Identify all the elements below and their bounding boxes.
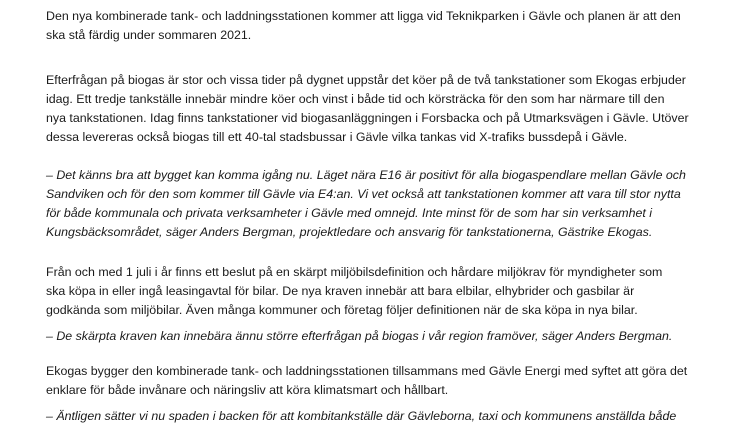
text-line: Sandviken och för den som kommer till Gävle via E4:an. Vi vet också att tankstationen kommer att vara till stor nytta (46, 187, 681, 201)
text-line: enklare för både invånare och näringsliv att köra klimatsmart och hållbart. (46, 383, 449, 397)
text-line: Ekogas bygger den kombinerade tank- och laddningsstationen tillsammans med Gävle Energi med syftet att göra det (46, 364, 688, 378)
text-line: – De skärpta kraven kan innebära ännu större efterfrågan på biogas i vår region framöver, säger Anders Bergman. (46, 329, 673, 343)
text-line: ska köpa in eller ingå leasingavtal för bilar. De nya kraven innebär att bara elbilar, elhybrider och gasbilar är (46, 284, 635, 298)
paragraph-intro (46, 7, 726, 45)
text-line: nya tankstationen. Idag finns tankstationer vid biogasanläggningen i Forsbacka och på Utmarksvägen i Gävle. Utöver (46, 111, 689, 125)
paragraph-regulation (46, 263, 726, 320)
text-line: idag. Ett tredje tankställe innebär mindre köer och vinst i både tid och körsträcka för den som har närmare till den (46, 92, 665, 106)
text-line: dessa levereras också biogas till ett 40-tal stadsbussar i Gävle vilka tankas vid X-trafiks bussdepå i Gävle. (46, 130, 628, 144)
text-line: Den nya kombinerade tank- och laddningsstationen kommer att ligga vid Teknikparken i Gävle och planen är att den (46, 9, 681, 23)
text-line: för både kommunala och privata verksamheter i Gävle med omnejd. Inte minst för de som har sin verksamhet i (46, 206, 653, 220)
paragraph-partnership (46, 362, 726, 400)
quote-paragraph-bergman (46, 166, 726, 242)
quote-paragraph-cut-off (46, 407, 726, 426)
text-line: ska stå färdig under sommaren 2021. (46, 28, 252, 42)
text-line: godkända som miljöbilar. Även många kommuner och företag följer definitionen när de ska köpa in nya bilar. (46, 303, 638, 317)
text-line: Från och med 1 juli i år finns ett beslut på en skärpt miljöbilsdefinition och hårdare miljökrav för myndigheter som (46, 265, 663, 279)
paragraph-demand (46, 71, 726, 147)
quote-paragraph-demand (46, 327, 726, 346)
text-line: – Äntligen sätter vi nu spaden i backen för att kombitankställe där Gävleborna, taxi och kommunens anställda både (46, 409, 677, 423)
text-line: Efterfrågan på biogas är stor och vissa tider på dygnet uppstår det köer på de två tankstationer som Ekogas erbjuder (46, 73, 686, 87)
text-line: – Det känns bra att bygget kan komma igång nu. Läget nära E16 är positivt för alla biogaspendlare mellan Gävle och (46, 168, 686, 182)
text-line: Kungsbäcksområdet, säger Anders Bergman, projektledare och ansvarig för tankstationerna, Gästrike Ekogas. (46, 225, 653, 239)
